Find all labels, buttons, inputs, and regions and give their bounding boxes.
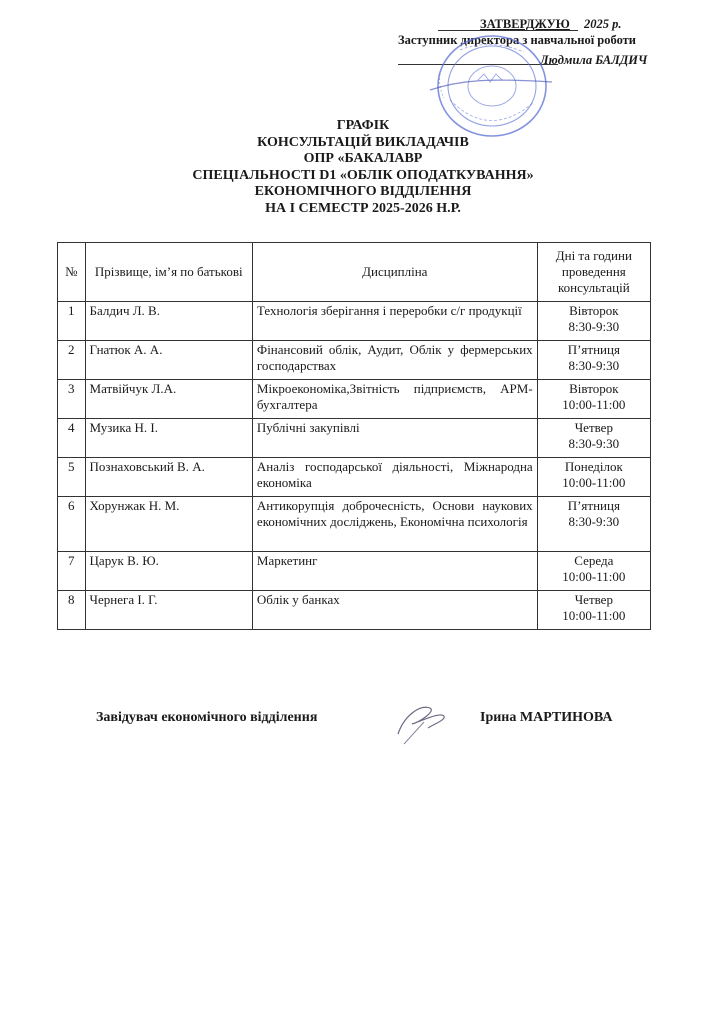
table-row xyxy=(58,341,651,380)
row-time xyxy=(537,591,650,630)
approval-position: Заступник директора з навчальної роботи xyxy=(398,33,637,47)
row-name: Гнатюк А. А. xyxy=(85,341,252,380)
heading-line-3: ОПР «БАКАЛАВР xyxy=(303,151,423,166)
row-day: Вівторок xyxy=(569,303,619,318)
row-discipline: Технологія зберігання і переробки с/г продукції xyxy=(252,302,537,341)
heading-line-2: КОНСУЛЬТАЦІЙ ВИКЛАДАЧІВ xyxy=(257,134,469,150)
row-discipline: Фінансовий облік, Аудит, Облік у фермерських господарствах xyxy=(252,341,537,380)
row-day: Вівторок xyxy=(569,381,619,396)
header-num: № xyxy=(58,243,86,302)
row-num: 6 xyxy=(58,497,86,552)
row-num: 8 xyxy=(58,591,86,630)
approval-year: 2025 р. xyxy=(584,17,622,31)
document-heading xyxy=(0,118,726,217)
footer-name: Ірина МАРТИНОВА xyxy=(480,710,613,725)
row-discipline: Мікроекономіка,Звітність підприємств, АРМ- бухгалтера xyxy=(252,380,537,419)
row-day: Понеділок xyxy=(564,459,623,474)
row-num: 2 xyxy=(58,341,86,380)
row-name: Чернега І. Г. xyxy=(85,591,252,630)
row-day: П’ятниця xyxy=(567,342,620,357)
table-header-row xyxy=(58,243,651,302)
row-day: П’ятниця xyxy=(567,498,620,513)
row-num: 4 xyxy=(58,419,86,458)
row-day: Четвер xyxy=(574,420,613,435)
row-hours: 8:30-9:30 xyxy=(568,436,620,451)
table-row xyxy=(58,380,651,419)
row-hours: 10:00-11:00 xyxy=(562,608,626,623)
row-name: Царук В. Ю. xyxy=(85,552,252,591)
consultation-table xyxy=(57,242,651,630)
row-time xyxy=(537,341,650,380)
table-row xyxy=(58,419,651,458)
footer-signature-block xyxy=(96,710,676,726)
row-discipline: Антикорупція доброчесність, Основи наукових економічних досліджень, Економічна психологія xyxy=(252,497,537,552)
approval-signatory: Людмила БАЛДИЧ xyxy=(540,53,648,67)
row-time xyxy=(537,380,650,419)
row-name: Балдич Л. В. xyxy=(85,302,252,341)
row-name: Музика Н. І. xyxy=(85,419,252,458)
row-hours: 10:00-11:00 xyxy=(562,569,626,584)
row-discipline: Публічні закупівлі xyxy=(252,419,537,458)
header-time: Дні та години проведення консультацій xyxy=(537,243,650,302)
row-discipline: Облік у банках xyxy=(252,591,537,630)
row-time xyxy=(537,458,650,497)
row-hours: 8:30-9:30 xyxy=(568,358,620,373)
row-num: 5 xyxy=(58,458,86,497)
row-hours: 8:30-9:30 xyxy=(568,319,620,334)
footer-position: Завідувач економічного відділення xyxy=(96,710,318,725)
table-row xyxy=(58,591,651,630)
row-hours: 8:30-9:30 xyxy=(568,514,620,529)
table-row xyxy=(58,497,651,552)
row-day: Четвер xyxy=(574,592,613,607)
row-name: Матвійчук Л.А. xyxy=(85,380,252,419)
row-hours: 10:00-11:00 xyxy=(562,397,626,412)
heading-line-1: ГРАФІК xyxy=(336,118,390,133)
row-name: Познаховський В. А. xyxy=(85,458,252,497)
row-num: 7 xyxy=(58,552,86,591)
row-time xyxy=(537,497,650,552)
row-num: 3 xyxy=(58,380,86,419)
table-row xyxy=(58,458,651,497)
table-row xyxy=(58,552,651,591)
row-day: Середа xyxy=(574,553,614,568)
row-time xyxy=(537,419,650,458)
table-row xyxy=(58,302,651,341)
row-time xyxy=(537,552,650,591)
approval-title: ЗАТВЕРДЖУЮ xyxy=(480,17,570,31)
heading-line-5: ЕКОНОМІЧНОГО ВІДДІЛЕННЯ xyxy=(254,184,472,199)
header-discipline: Дисципліна xyxy=(252,243,537,302)
header-name: Прізвище, ім’я по батькові xyxy=(85,243,252,302)
row-time xyxy=(537,302,650,341)
row-name: Хорунжак Н. М. xyxy=(85,497,252,552)
heading-line-6: НА І СЕМЕСТР 2025-2026 Н.Р. xyxy=(265,200,461,216)
row-num: 1 xyxy=(58,302,86,341)
row-discipline: Маркетинг xyxy=(252,552,537,591)
heading-line-4: СПЕЦІАЛЬНОСТІ D1 «ОБЛІК ОПОДАТКУВАННЯ» xyxy=(192,167,534,183)
row-discipline: Аналіз господарської діяльності, Міжнародна економіка xyxy=(252,458,537,497)
row-hours: 10:00-11:00 xyxy=(562,475,626,490)
